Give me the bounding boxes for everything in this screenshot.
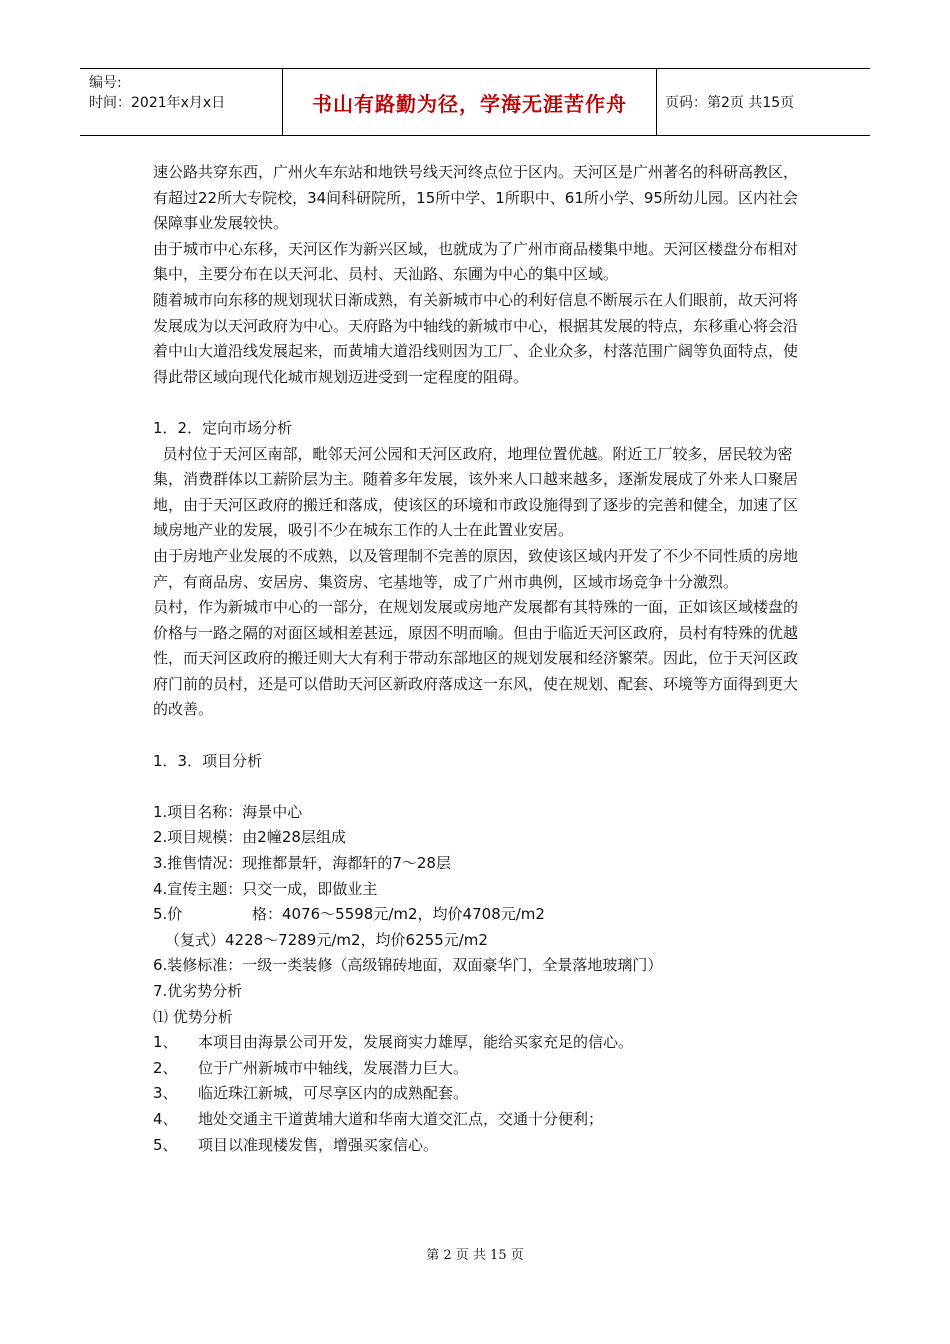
list-item: 2.项目规模：由2幢28层组成 — [153, 828, 346, 847]
advantage-number: 2、 — [153, 1058, 178, 1077]
list-item: 3.推售情况：现推都景轩，海都轩的7～28层 — [153, 854, 451, 873]
advantage-number: 5、 — [153, 1135, 178, 1154]
advantage-number: 1、 — [153, 1033, 178, 1052]
advantage-text: 项目以准现楼发售，增强买家信心。 — [198, 1135, 439, 1154]
advantage-item — [153, 1081, 798, 1107]
list-item: （复式）4228～7289元/m2，均价6255元/m2 — [165, 930, 488, 949]
advantage-item — [153, 1056, 798, 1082]
number-label: 编号: — [89, 75, 122, 91]
document-body — [153, 160, 798, 1158]
advantage-text: 地处交通主干道黄埔大道和华南大道交汇点，交通十分便利； — [198, 1109, 604, 1128]
list-item: 6.装修标准：一级一类装修（高级锦砖地面，双面豪华门，全景落地玻璃门） — [153, 956, 663, 975]
page-footer: 第 2 页 共 15 页 — [426, 1248, 524, 1263]
list-item: 1.项目名称：海景中心 — [153, 802, 303, 821]
advantage-number: 3、 — [153, 1084, 178, 1103]
list-item: 7.优劣势分析 — [153, 982, 243, 1000]
advantage-text: 本项目由海景公司开发，发展商实力雄厚，能给买家充足的信心。 — [198, 1033, 634, 1052]
header-motto: 书山有路勤为径，学海无涯苦作舟 — [283, 69, 657, 135]
list-item: ⑴ 优势分析 — [153, 1007, 233, 1026]
header-meta — [80, 69, 283, 135]
paragraph: 随着城市向东移的规划现状日渐成熟，有关新城市中心的利好信息不断展示在人们眼前，故天河将发展成为以天河政府为中心。天府路为中轴线的新城市中心，根据其发展的特点，东移重心将会沿着中山大道沿线发展起来，而黄埔大道沿线则因为工厂、企业众多，村落范围广阔等负面特点，使得此带区域向现代化城市规划迈进受到一定程度的阻碍。 — [153, 290, 799, 386]
paragraph: 由于房地产业发展的不成熟，以及管理制不完善的原因，致使该区域内开发了不少不同性质的房地产，有商品房、安居房、集资房、宅基地等，成了广州市典例，区域市场竞争十分激烈。 — [153, 546, 799, 591]
advantage-item — [153, 1030, 798, 1056]
advantage-text: 临近珠江新城，可尽享区内的成熟配套。 — [198, 1084, 469, 1103]
paragraph: 员村位于天河区南部，毗邻天河公园和天河区政府，地理位置优越。附近工厂较多，居民较为密集，消费群体以工薪阶层为主。随着多年发展，该外来人口越来越多，逐渐发展成了外来人口聚居地，由于天河区政府的搬迁和落成，使该区的环境和市政设施得到了逐步的完善和健全，加速了区域房地产业的发展，吸引不少在城东工作的人士在此置业安居。 — [153, 444, 799, 540]
price-value: 格：4076～5598元/m2，均价4708元/m2 — [252, 905, 545, 924]
list-item — [153, 902, 798, 928]
header-page-info: 页码：第2页 共15页 — [665, 95, 795, 111]
advantage-number: 4、 — [153, 1109, 178, 1128]
paragraph: 速公路共穿东西，广州火车东站和地铁号线天河终点位于区内。天河区是广州著名的科研高教区，有超过22所大专院校，34间科研院所，15所中学、1所职中、61所小学、95所幼儿园。区内社会保障事业发展较快。 — [153, 163, 799, 233]
section-heading: 1．2．定向市场分析 — [153, 418, 293, 437]
document-header — [80, 68, 870, 136]
list-item: 4.宣传主题：只交一成，即做业主 — [153, 879, 378, 898]
paragraph: 员村，作为新城市中心的一部分，在规划发展或房地产发展都有其特殊的一面，正如该区域楼盘的价格与一路之隔的对面区域相差甚远，原因不明而喻。但由于临近天河区政府，员村有特殊的优越性，而天河区政府的搬迁则大大有利于带动东部地区的规划发展和经济繁荣。因此，位于天河区政府门前的员村，还是可以借助天河区新政府落成这一东风，使在规划、配套、环境等方面得到更大的改善。 — [153, 598, 799, 719]
advantage-text: 位于广州新城市中轴线，发展潜力巨大。 — [198, 1058, 469, 1077]
paragraph: 由于城市中心东移，天河区作为新兴区域，也就成为了广州市商品楼集中地。天河区楼盘分布相对集中，主要分布在以天河北、员村、天汕路、东圃为中心的集中区域。 — [153, 239, 799, 284]
section-heading: 1．3．项目分析 — [153, 751, 263, 770]
advantage-item — [153, 1107, 798, 1133]
time-label: 时间：2021年x月x日 — [89, 95, 226, 111]
price-label: 5.价 — [153, 905, 183, 924]
advantage-item — [153, 1133, 798, 1159]
